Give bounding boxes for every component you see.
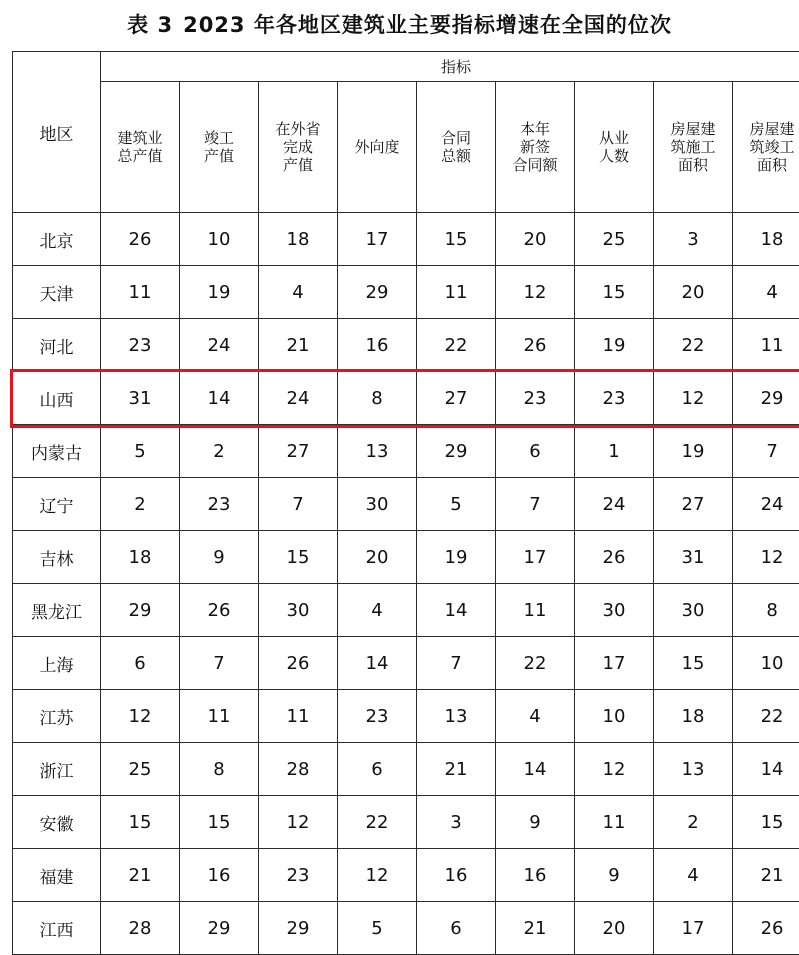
cell-value: 11 [259,690,338,743]
header-col-new-contract: 本年 新签 合同额 [496,82,575,213]
cell-value: 29 [259,902,338,955]
cell-value: 7 [259,478,338,531]
cell-value: 23 [496,372,575,425]
cell-value: 16 [496,849,575,902]
cell-value: 19 [575,319,654,372]
cell-value: 22 [496,637,575,690]
cell-value: 19 [654,425,733,478]
cell-value: 23 [259,849,338,902]
cell-value: 26 [733,902,799,955]
cell-value: 28 [101,902,180,955]
cell-value: 18 [101,531,180,584]
table-row [13,531,799,584]
cell-value: 20 [575,902,654,955]
cell-value: 2 [180,425,259,478]
cell-value: 19 [417,531,496,584]
cell-value: 11 [496,584,575,637]
cell-value: 17 [338,213,417,266]
cell-value: 13 [338,425,417,478]
header-col-employees: 从业 人数 [575,82,654,213]
cell-value: 23 [101,319,180,372]
cell-value: 6 [496,425,575,478]
table-number: 表 3 [127,13,173,37]
cell-value: 15 [180,796,259,849]
cell-value: 18 [654,690,733,743]
cell-value: 30 [654,584,733,637]
header-col-contract-total: 合同 总额 [417,82,496,213]
cell-value: 9 [496,796,575,849]
cell-value: 13 [654,743,733,796]
cell-value: 22 [733,690,799,743]
cell-value: 24 [575,478,654,531]
table-row [13,902,799,955]
cell-value: 15 [733,796,799,849]
cell-value: 26 [496,319,575,372]
cell-value: 27 [259,425,338,478]
cell-value: 30 [575,584,654,637]
cell-value: 27 [654,478,733,531]
cell-value: 7 [496,478,575,531]
cell-value: 29 [101,584,180,637]
cell-value: 1 [575,425,654,478]
region-label: 上海 [13,637,101,690]
cell-value: 5 [338,902,417,955]
table-title [0,0,799,51]
header-col-completed-area: 房屋建 筑竣工 面积 [733,82,799,213]
cell-value: 14 [180,372,259,425]
cell-value: 3 [654,213,733,266]
cell-value: 4 [338,584,417,637]
cell-value: 24 [733,478,799,531]
cell-value: 12 [496,266,575,319]
region-label: 安徽 [13,796,101,849]
cell-value: 15 [259,531,338,584]
cell-value: 21 [733,849,799,902]
header-group-row [13,52,799,82]
cell-value: 31 [654,531,733,584]
cell-value: 17 [575,637,654,690]
table-row [13,743,799,796]
cell-value: 6 [101,637,180,690]
table-row-highlighted [13,372,799,425]
cell-value: 12 [733,531,799,584]
header-col-out-of-province-output: 在外省 完成 产值 [259,82,338,213]
cell-value: 12 [259,796,338,849]
region-label: 江苏 [13,690,101,743]
region-label: 河北 [13,319,101,372]
cell-value: 2 [654,796,733,849]
cell-value: 2 [101,478,180,531]
header-region: 地区 [13,52,101,213]
cell-value: 22 [417,319,496,372]
rank-table [12,51,799,955]
table-row [13,213,799,266]
cell-value: 18 [733,213,799,266]
cell-value: 14 [733,743,799,796]
cell-value: 20 [496,213,575,266]
cell-value: 22 [654,319,733,372]
cell-value: 11 [575,796,654,849]
cell-value: 4 [496,690,575,743]
cell-value: 16 [417,849,496,902]
cell-value: 29 [733,372,799,425]
cell-value: 27 [417,372,496,425]
region-label: 北京 [13,213,101,266]
cell-value: 6 [417,902,496,955]
cell-value: 13 [417,690,496,743]
cell-value: 12 [101,690,180,743]
cell-value: 15 [575,266,654,319]
cell-value: 14 [338,637,417,690]
header-col-total-output: 建筑业 总产值 [101,82,180,213]
cell-value: 21 [101,849,180,902]
table-body [13,213,799,955]
region-label: 山西 [13,372,101,425]
cell-value: 15 [654,637,733,690]
cell-value: 10 [180,213,259,266]
cell-value: 30 [338,478,417,531]
cell-value: 7 [733,425,799,478]
cell-value: 16 [338,319,417,372]
cell-value: 14 [417,584,496,637]
cell-value: 20 [338,531,417,584]
cell-value: 11 [101,266,180,319]
cell-value: 22 [338,796,417,849]
header-col-outward-degree: 外向度 [338,82,417,213]
cell-value: 29 [180,902,259,955]
cell-value: 11 [180,690,259,743]
cell-value: 26 [180,584,259,637]
region-label: 辽宁 [13,478,101,531]
cell-value: 11 [417,266,496,319]
cell-value: 10 [575,690,654,743]
table-row [13,584,799,637]
cell-value: 28 [259,743,338,796]
cell-value: 14 [496,743,575,796]
cell-value: 4 [654,849,733,902]
header-indicator-group: 指标 [101,52,799,82]
cell-value: 9 [575,849,654,902]
cell-value: 24 [180,319,259,372]
cell-value: 21 [417,743,496,796]
header-columns-row [13,82,799,213]
table-row [13,849,799,902]
cell-value: 12 [338,849,417,902]
cell-value: 8 [180,743,259,796]
table-row [13,690,799,743]
cell-value: 26 [575,531,654,584]
cell-value: 23 [338,690,417,743]
cell-value: 17 [496,531,575,584]
cell-value: 17 [654,902,733,955]
cell-value: 12 [654,372,733,425]
region-label: 浙江 [13,743,101,796]
cell-value: 6 [338,743,417,796]
cell-value: 4 [733,266,799,319]
table-title-text: 2023 年各地区建筑业主要指标增速在全国的位次 [183,13,672,37]
table-row [13,796,799,849]
cell-value: 29 [338,266,417,319]
region-label: 福建 [13,849,101,902]
cell-value: 15 [101,796,180,849]
cell-value: 8 [733,584,799,637]
cell-value: 5 [101,425,180,478]
table-row [13,425,799,478]
cell-value: 15 [417,213,496,266]
region-label: 天津 [13,266,101,319]
cell-value: 11 [733,319,799,372]
cell-value: 31 [101,372,180,425]
cell-value: 30 [259,584,338,637]
cell-value: 7 [180,637,259,690]
table-container [0,51,799,955]
cell-value: 19 [180,266,259,319]
cell-value: 24 [259,372,338,425]
cell-value: 20 [654,266,733,319]
cell-value: 25 [101,743,180,796]
table-row [13,637,799,690]
cell-value: 26 [101,213,180,266]
cell-value: 12 [575,743,654,796]
table-row [13,478,799,531]
cell-value: 4 [259,266,338,319]
cell-value: 21 [496,902,575,955]
region-label: 内蒙古 [13,425,101,478]
region-label: 吉林 [13,531,101,584]
cell-value: 10 [733,637,799,690]
cell-value: 25 [575,213,654,266]
cell-value: 5 [417,478,496,531]
cell-value: 23 [180,478,259,531]
cell-value: 3 [417,796,496,849]
cell-value: 8 [338,372,417,425]
cell-value: 29 [417,425,496,478]
cell-value: 21 [259,319,338,372]
region-label: 黑龙江 [13,584,101,637]
table-head [13,52,799,213]
region-label: 江西 [13,902,101,955]
cell-value: 26 [259,637,338,690]
cell-value: 9 [180,531,259,584]
cell-value: 23 [575,372,654,425]
cell-value: 18 [259,213,338,266]
header-col-construction-area: 房屋建 筑施工 面积 [654,82,733,213]
table-row [13,319,799,372]
cell-value: 7 [417,637,496,690]
table-row [13,266,799,319]
cell-value: 16 [180,849,259,902]
header-col-completed-output: 竣工 产值 [180,82,259,213]
